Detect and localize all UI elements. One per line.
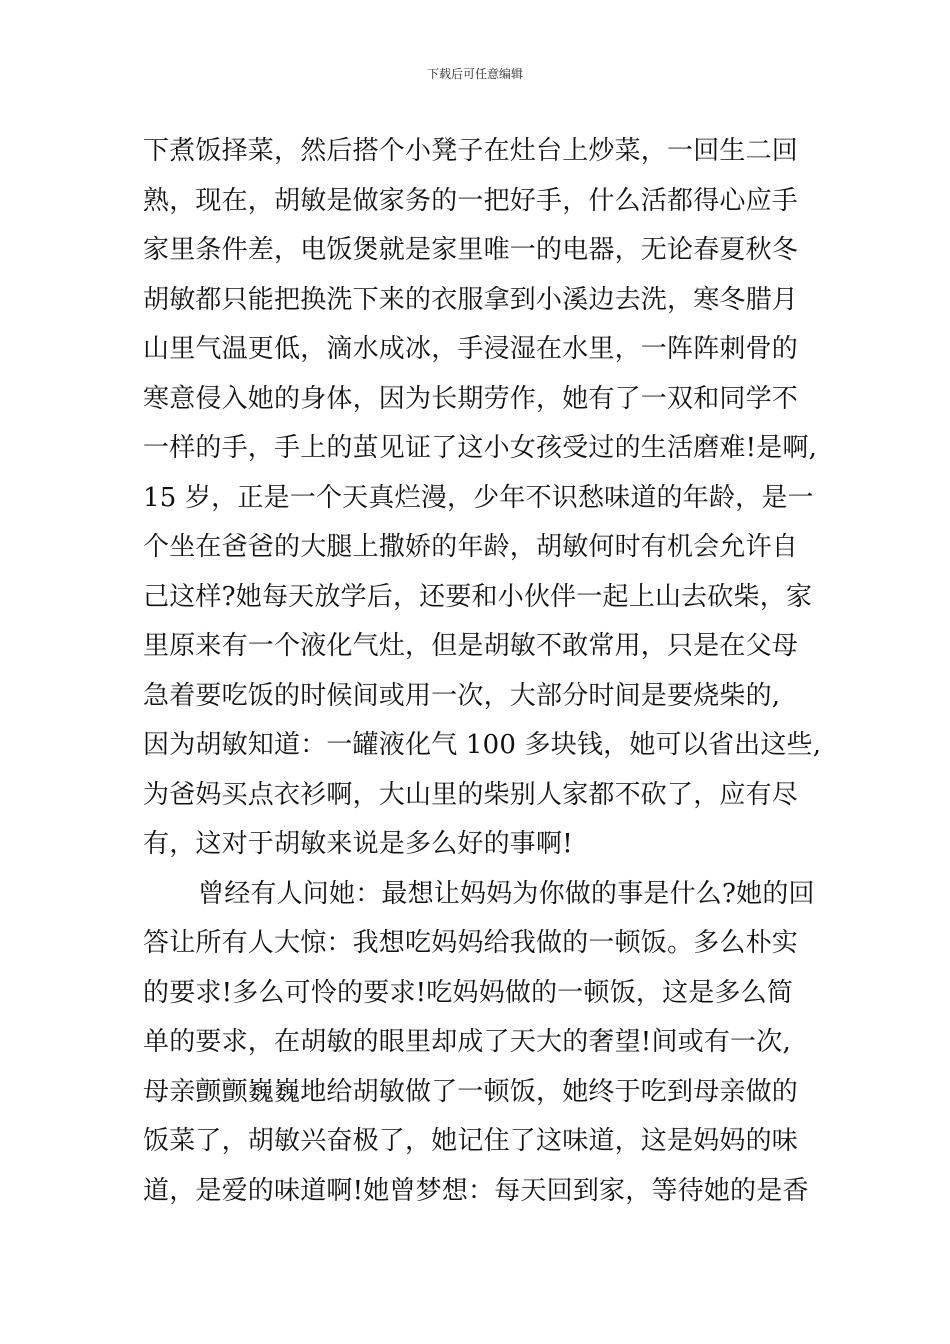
text-line: 下煮饭择菜，然后搭个小凳子在灶台上炒菜，一回生二回 [143, 136, 799, 166]
text-line: 15 岁，正是一个天真烂漫，少年不识愁味道的年龄，是一 [143, 482, 814, 513]
text-line: 有，这对于胡敏来说是多么好的事啊! [143, 829, 573, 859]
document-body [143, 127, 833, 1216]
text-line: 里原来有一个液化气灶，但是胡敏不敢常用，只是在父母 [143, 631, 799, 661]
text-line: 道，是爱的味道啊!她曾梦想：每天回到家，等待她的是香 [143, 1175, 809, 1206]
text-line: 母亲颤颤巍巍地给胡敏做了一顿饭，她终于吃到母亲做的 [143, 1076, 799, 1107]
text-line: 胡敏都只能把换洗下来的衣服拿到小溪边去洗，寒冬腊月 [143, 284, 799, 315]
text-line: 急着要吃饭的时候间或用一次，大部分时间是要烧柴的, [143, 680, 781, 711]
text-line: 饭菜了，胡敏兴奋极了，她记住了这味道，这是妈妈的味 [143, 1126, 799, 1156]
text-line: 家里条件差，电饭煲就是家里唯一的电器，无论春夏秋冬 [143, 235, 799, 265]
page-header: 下载后可任意编辑 [426, 67, 523, 81]
text-line: 单的要求，在胡敏的眼里却成了天大的奢望!间或有一次, [143, 1027, 791, 1057]
paragraph-first-line: 曾经有人问她：最想让妈妈为你做的事是什么?她的回 [198, 878, 815, 909]
text-line: 熟，现在，胡敏是做家务的一把好手，什么活都得心应手 [143, 185, 799, 216]
text-line: 山里气温更低，滴水成冰，手浸湿在水里，一阵阵刺骨的 [143, 334, 799, 364]
text-line: 一样的手，手上的茧见证了这小女孩受过的生活磨难!是啊, [143, 433, 818, 463]
text-line: 寒意侵入她的身体，因为长期劳作，她有了一双和同学不 [143, 383, 799, 414]
text-line: 因为胡敏知道：一罐液化气 100 多块钱，她可以省出这些, [143, 730, 822, 760]
text-line: 个坐在爸爸的大腿上撒娇的年龄，胡敏何时有机会允许自 [143, 532, 799, 562]
text-line: 为爸妈买点衣衫啊，大山里的柴别人家都不砍了，应有尽 [143, 779, 799, 810]
text-line: 的要求!多么可怜的要求!吃妈妈做的一顿饭，这是多么简 [143, 977, 794, 1008]
text-line: 己这样?她每天放学后，还要和小伙伴一起上山去砍柴，家 [143, 581, 813, 612]
text-line: 答让所有人大惊：我想吃妈妈给我做的一顿饭。多么朴实 [143, 928, 799, 958]
